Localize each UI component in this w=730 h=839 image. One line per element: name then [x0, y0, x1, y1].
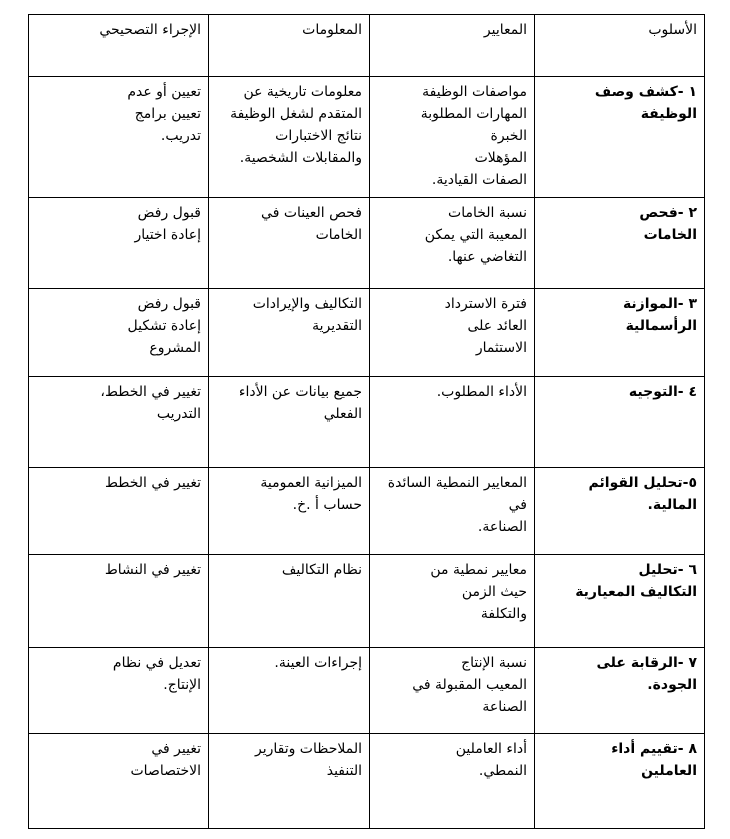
cell-line: معايير نمطية من: [430, 562, 527, 578]
cell-line: ٤ -التوجيه: [628, 384, 697, 400]
information-cell: [209, 648, 370, 734]
corrective-action-cell: [29, 734, 209, 829]
cell-line: والتكلفة: [480, 606, 527, 622]
cell-line: الوظيفة: [640, 106, 697, 122]
information-cell: [209, 555, 370, 648]
cell-line: معلومات تاريخية عن: [243, 84, 362, 100]
corrective-action-cell: [29, 77, 209, 198]
corrective-action-cell: [29, 289, 209, 377]
header-criteria: المعايير: [370, 15, 535, 77]
cell-line: إجراءات العينة.: [274, 655, 362, 671]
information-cell: [209, 377, 370, 468]
cell-line: جميع بيانات عن الأداء: [238, 384, 362, 400]
cell-line: حساب أ .خ.: [292, 497, 362, 513]
cell-line: الرأسمالية: [625, 318, 697, 334]
cell-line: التقديرية: [312, 318, 362, 334]
header-row: [29, 15, 705, 77]
table-row: [29, 198, 705, 289]
cell-line: الاختصاصات: [130, 763, 201, 779]
information-cell: [209, 289, 370, 377]
cell-line: الخامات: [643, 227, 697, 243]
cell-line: إعادة تشكيل: [127, 318, 201, 334]
table-row: [29, 648, 705, 734]
cell-line: نتائج الاختبارات: [275, 128, 362, 144]
cell-line: المتقدم لشغل الوظيفة: [230, 106, 362, 122]
control-methods-table: [28, 14, 705, 829]
corrective-action-cell: [29, 648, 209, 734]
information-cell: [209, 198, 370, 289]
information-cell: [209, 734, 370, 829]
corrective-action-cell: [29, 198, 209, 289]
cell-line: التدريب: [156, 406, 201, 422]
criteria-cell: [370, 468, 535, 555]
criteria-cell: [370, 377, 535, 468]
criteria-cell: [370, 734, 535, 829]
table-row: [29, 77, 705, 198]
criteria-cell: [370, 198, 535, 289]
cell-line: تعيين برامج: [134, 106, 201, 122]
cell-line: المالية.: [647, 497, 697, 513]
table-body: [29, 15, 705, 829]
table-row: [29, 734, 705, 829]
cell-line: ١ -كشف وصف: [594, 84, 697, 100]
cell-line: المؤهلات: [474, 150, 527, 166]
cell-line: النمطي.: [478, 763, 527, 779]
cell-line: المعايير النمطية السائدة: [387, 475, 527, 491]
method-cell: [535, 77, 705, 198]
cell-line: الخامات: [315, 227, 362, 243]
criteria-cell: [370, 289, 535, 377]
table-row: [29, 289, 705, 377]
cell-line: الفعلي: [323, 406, 362, 422]
table-row: [29, 377, 705, 468]
cell-line: التنفيذ: [326, 763, 362, 779]
cell-line: فحص العينات في: [261, 205, 362, 221]
corrective-action-cell: [29, 555, 209, 648]
corrective-action-cell: [29, 468, 209, 555]
cell-line: في: [508, 497, 527, 513]
cell-line: التكاليف المعيارية: [575, 584, 697, 600]
cell-line: فترة الاسترداد: [444, 296, 527, 312]
header-corrective-action: الإجراء التصحيحي: [29, 15, 209, 77]
cell-line: ٧ -الرقابة على: [596, 655, 697, 671]
criteria-cell: [370, 555, 535, 648]
criteria-cell: [370, 648, 535, 734]
cell-line: العاملين: [641, 763, 697, 779]
cell-line: تعيين أو عدم: [127, 84, 201, 100]
cell-line: الصناعة: [482, 699, 527, 715]
cell-line: والمقابلات الشخصية.: [239, 150, 362, 166]
cell-line: الملاحظات وتقارير: [254, 741, 362, 757]
header-method: الأسلوب: [535, 15, 705, 77]
cell-line: الجودة.: [647, 677, 697, 693]
cell-line: ٨ -تقييم أداء: [611, 741, 697, 757]
cell-line: تغيير في الخطط: [104, 475, 201, 491]
cell-line: الصفات القيادية.: [431, 172, 527, 188]
table-row: [29, 468, 705, 555]
method-cell: [535, 377, 705, 468]
cell-line: نسبة الإنتاج: [461, 655, 527, 671]
cell-line: الخبرة: [490, 128, 527, 144]
cell-line: أداء العاملين: [455, 741, 527, 757]
cell-line: تغيير في النشاط: [104, 562, 201, 578]
cell-line: حيث الزمن: [461, 584, 527, 600]
cell-line: ٥-تحليل القوائم: [588, 475, 697, 491]
cell-line: تدريب.: [160, 128, 201, 144]
cell-line: المشروع: [149, 340, 201, 356]
method-cell: [535, 468, 705, 555]
cell-line: الإنتاج.: [163, 677, 201, 693]
cell-line: المهارات المطلوبة: [420, 106, 527, 122]
information-cell: [209, 468, 370, 555]
method-cell: [535, 198, 705, 289]
cell-line: الميزانية العمومية: [260, 475, 362, 491]
cell-line: إعادة اختيار: [134, 227, 201, 243]
method-cell: [535, 555, 705, 648]
cell-line: ٢ -فحص: [639, 205, 697, 221]
cell-line: تعديل في نظام: [112, 655, 201, 671]
cell-line: قبول رفض: [137, 205, 201, 221]
table-row: [29, 555, 705, 648]
cell-line: نظام التكاليف: [281, 562, 362, 578]
cell-line: قبول رفض: [137, 296, 201, 312]
cell-line: المعيب المقبولة في: [412, 677, 527, 693]
cell-line: تغيير في: [151, 741, 201, 757]
method-cell: [535, 648, 705, 734]
criteria-cell: [370, 77, 535, 198]
corrective-action-cell: [29, 377, 209, 468]
cell-line: الاستثمار: [475, 340, 527, 356]
cell-line: تغيير في الخطط،: [100, 384, 201, 400]
cell-line: مواصفات الوظيفة: [422, 84, 527, 100]
cell-line: ٣ -الموازنة: [622, 296, 697, 312]
cell-line: التغاضي عنها.: [447, 249, 527, 265]
cell-line: المعيبة التي يمكن: [424, 227, 527, 243]
cell-line: العائد على: [467, 318, 527, 334]
information-cell: [209, 77, 370, 198]
header-information: المعلومات: [209, 15, 370, 77]
cell-line: الصناعة.: [477, 519, 527, 535]
method-cell: [535, 289, 705, 377]
cell-line: نسبة الخامات: [448, 205, 527, 221]
cell-line: الأداء المطلوب.: [436, 384, 527, 400]
cell-line: التكاليف والإيرادات: [252, 296, 362, 312]
method-cell: [535, 734, 705, 829]
cell-line: ٦ -تحليل: [638, 562, 697, 578]
